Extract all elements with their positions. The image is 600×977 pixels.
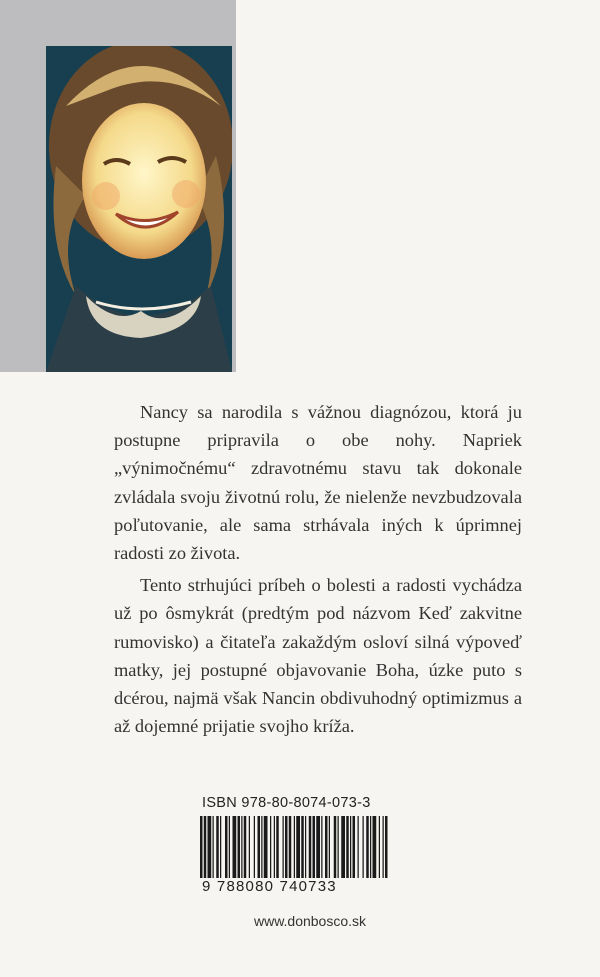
barcode-bar [213, 816, 214, 878]
barcode-bar [285, 816, 288, 878]
barcode-bar [338, 816, 339, 878]
barcode-bar [216, 816, 219, 878]
barcode-bar [341, 816, 345, 878]
portrait-photo [46, 46, 232, 372]
isbn-label: ISBN 978-80-8074-073-3 [202, 795, 371, 811]
barcode-bar [233, 816, 237, 878]
barcode-bar [258, 816, 261, 878]
barcode-bar [370, 816, 371, 878]
barcode-bar [238, 816, 241, 878]
barcode-bar [334, 816, 337, 878]
blurb-text [114, 398, 522, 740]
barcode-bar [220, 816, 221, 878]
barcode-bar [325, 816, 328, 878]
barcode-bar [241, 816, 242, 878]
blurb-paragraph-1: Nancy sa narodila s vážnou diagnózou, ktorá ju postupne pripravila o obe nohy. Napriek „výnimočnému“ zdravotnému stavu tak dokonale zvládala svoju životnú rolu, že nielenže nevzbudzovala poľutovanie, ale sama strhávala iných k úprimnej radosti zo života. [114, 402, 522, 564]
barcode-bar [379, 816, 380, 878]
barcode-bar [321, 816, 322, 878]
barcode-digits: 9 788080 740733 [200, 878, 392, 895]
barcode-bar [316, 816, 320, 878]
barcode-bar [270, 816, 271, 878]
website-url: www.donbosco.sk [253, 913, 367, 929]
blurb-paragraph-2: Tento strhujúci príbeh o bolesti a radosti vychádza už po ôsmykrát (predtým pod názvom Keď zakvitne rumovisko) a čitateľa zakaždým osloví silná výpoveď matky, jej postupné objavovanie Boha, úzke puto s dcérou, najmä však Nancin obdivuhodný optimizmus a až dojemné prijatie svojho kríža. [114, 575, 522, 737]
barcode-bar [346, 816, 349, 878]
barcode-bar [254, 816, 255, 878]
barcode-bar [313, 816, 316, 878]
barcode-bar [305, 816, 306, 878]
barcode-bar [229, 816, 230, 878]
barcode-bar [283, 816, 284, 878]
barcode-bar [264, 816, 268, 878]
barcode-bar [329, 816, 330, 878]
barcode-bar [358, 816, 359, 878]
barcode-bar [366, 816, 369, 878]
barcode-bar [225, 816, 228, 878]
barcode-bar [261, 816, 262, 878]
portrait-illustration [46, 46, 232, 372]
barcode-bar [276, 816, 279, 878]
barcode-bar [244, 816, 247, 878]
barcode-bar [350, 816, 351, 878]
barcode-bar [301, 816, 304, 878]
barcode-bar [373, 816, 377, 878]
barcode-bar [363, 816, 364, 878]
barcode-bar [274, 816, 275, 878]
barcode-bar [208, 816, 212, 878]
barcode-bar [289, 816, 292, 878]
barcode-bar [353, 816, 356, 878]
barcode-bar [309, 816, 312, 878]
barcode-bar [249, 816, 250, 878]
